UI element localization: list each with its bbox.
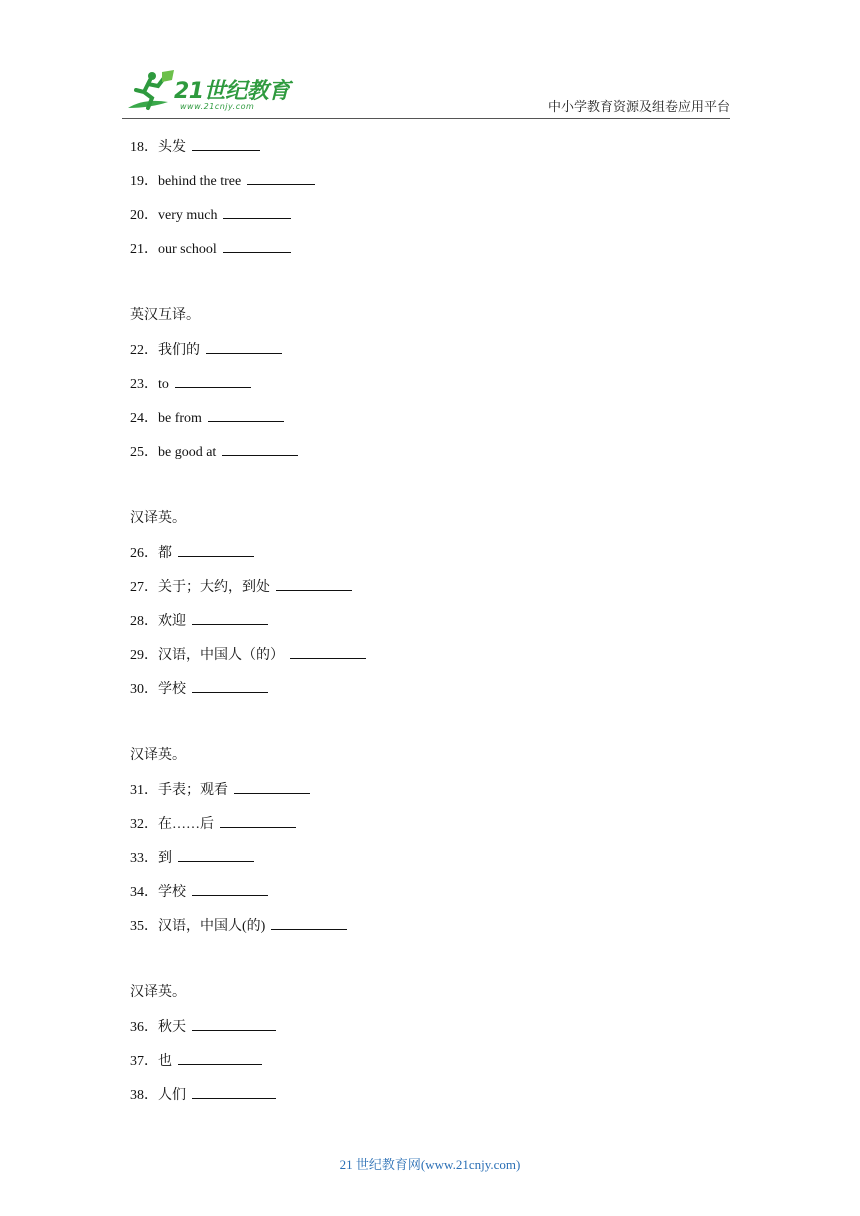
- answer-blank[interactable]: [178, 544, 254, 557]
- question-27: [130, 578, 352, 597]
- question-37: [130, 1052, 262, 1071]
- question-32: [130, 815, 296, 834]
- question-text: 关于；大约，到处: [158, 580, 270, 595]
- question-18: [130, 138, 260, 157]
- question-number: 19．: [130, 174, 158, 189]
- question-28: [130, 612, 268, 631]
- question-text: 汉语，中国人（的）: [158, 648, 284, 663]
- answer-blank[interactable]: [234, 781, 310, 794]
- question-number: 23．: [130, 377, 158, 392]
- question-text: 我们的: [158, 343, 200, 358]
- question-29: [130, 646, 366, 665]
- question-number: 38．: [130, 1088, 158, 1103]
- answer-blank[interactable]: [222, 443, 298, 456]
- answer-blank[interactable]: [206, 341, 282, 354]
- question-number: 33．: [130, 851, 158, 866]
- answer-blank[interactable]: [192, 612, 268, 625]
- question-34: [130, 883, 268, 902]
- answer-blank[interactable]: [192, 883, 268, 896]
- question-text: behind the tree: [158, 174, 242, 189]
- question-text: to: [158, 377, 169, 392]
- question-number: 32．: [130, 817, 158, 832]
- answer-blank[interactable]: [223, 240, 291, 253]
- answer-blank[interactable]: [271, 917, 347, 930]
- question-number: 36．: [130, 1020, 158, 1035]
- question-number: 31．: [130, 783, 158, 798]
- question-36: [130, 1018, 276, 1037]
- question-number: 37．: [130, 1054, 158, 1069]
- question-number: 35．: [130, 919, 158, 934]
- question-31: [130, 781, 310, 800]
- header-divider: [122, 118, 730, 119]
- logo-url: www.21cnjy.com: [180, 102, 255, 111]
- question-text: 人们: [158, 1088, 186, 1103]
- answer-blank[interactable]: [220, 815, 296, 828]
- answer-blank[interactable]: [290, 646, 366, 659]
- question-text: 头发: [158, 140, 186, 155]
- logo: [122, 68, 292, 116]
- section-title: 英汉互译。: [130, 308, 200, 323]
- question-text: 手表；观看: [158, 783, 228, 798]
- question-number: 21．: [130, 242, 158, 257]
- question-number: 30．: [130, 682, 158, 697]
- question-25: [130, 443, 298, 462]
- question-21: [130, 240, 291, 259]
- question-20: [130, 206, 291, 225]
- question-23: [130, 375, 251, 394]
- section-title: 汉译英。: [130, 511, 186, 526]
- answer-blank[interactable]: [175, 375, 251, 388]
- question-text: 汉语，中国人(的): [158, 919, 266, 934]
- question-number: 25．: [130, 445, 158, 460]
- question-number: 29．: [130, 648, 158, 663]
- question-38: [130, 1086, 276, 1105]
- question-text: be from: [158, 411, 202, 426]
- question-text: 秋天: [158, 1020, 186, 1035]
- question-26: [130, 544, 254, 563]
- question-33: [130, 849, 254, 868]
- question-text: 学校: [158, 885, 186, 900]
- question-19: [130, 172, 315, 191]
- logo-text: 21世纪教育: [174, 79, 290, 104]
- answer-blank[interactable]: [192, 138, 260, 151]
- answer-blank[interactable]: [276, 578, 352, 591]
- answer-blank[interactable]: [223, 206, 291, 219]
- question-number: 22．: [130, 343, 158, 358]
- question-text: 欢迎: [158, 614, 186, 629]
- answer-blank[interactable]: [178, 849, 254, 862]
- question-number: 34．: [130, 885, 158, 900]
- answer-blank[interactable]: [192, 680, 268, 693]
- page-footer: 21 世纪教育网(www.21cnjy.com): [339, 1157, 521, 1172]
- question-35: [130, 917, 347, 936]
- runner-logo-icon: [122, 68, 178, 116]
- question-text: 到: [158, 851, 172, 866]
- answer-blank[interactable]: [247, 172, 315, 185]
- answer-blank[interactable]: [192, 1086, 276, 1099]
- platform-name: 中小学教育资源及组卷应用平台: [547, 99, 730, 114]
- question-text: our school: [158, 242, 217, 257]
- question-text: 在……后: [158, 817, 214, 832]
- question-number: 26．: [130, 546, 158, 561]
- question-text: very much: [158, 208, 218, 223]
- section-title: 汉译英。: [130, 985, 186, 1000]
- question-text: 都: [158, 546, 172, 561]
- question-number: 28．: [130, 614, 158, 629]
- answer-blank[interactable]: [192, 1018, 276, 1031]
- question-number: 27．: [130, 580, 158, 595]
- question-number: 18．: [130, 140, 158, 155]
- answer-blank[interactable]: [178, 1052, 262, 1065]
- question-30: [130, 680, 268, 699]
- question-text: 也: [158, 1054, 172, 1069]
- page-header: [0, 0, 860, 120]
- question-24: [130, 409, 284, 428]
- question-number: 20．: [130, 208, 158, 223]
- answer-blank[interactable]: [208, 409, 284, 422]
- question-text: be good at: [158, 445, 217, 460]
- question-text: 学校: [158, 682, 186, 697]
- section-title: 汉译英。: [130, 748, 186, 763]
- question-22: [130, 341, 282, 360]
- question-number: 24．: [130, 411, 158, 426]
